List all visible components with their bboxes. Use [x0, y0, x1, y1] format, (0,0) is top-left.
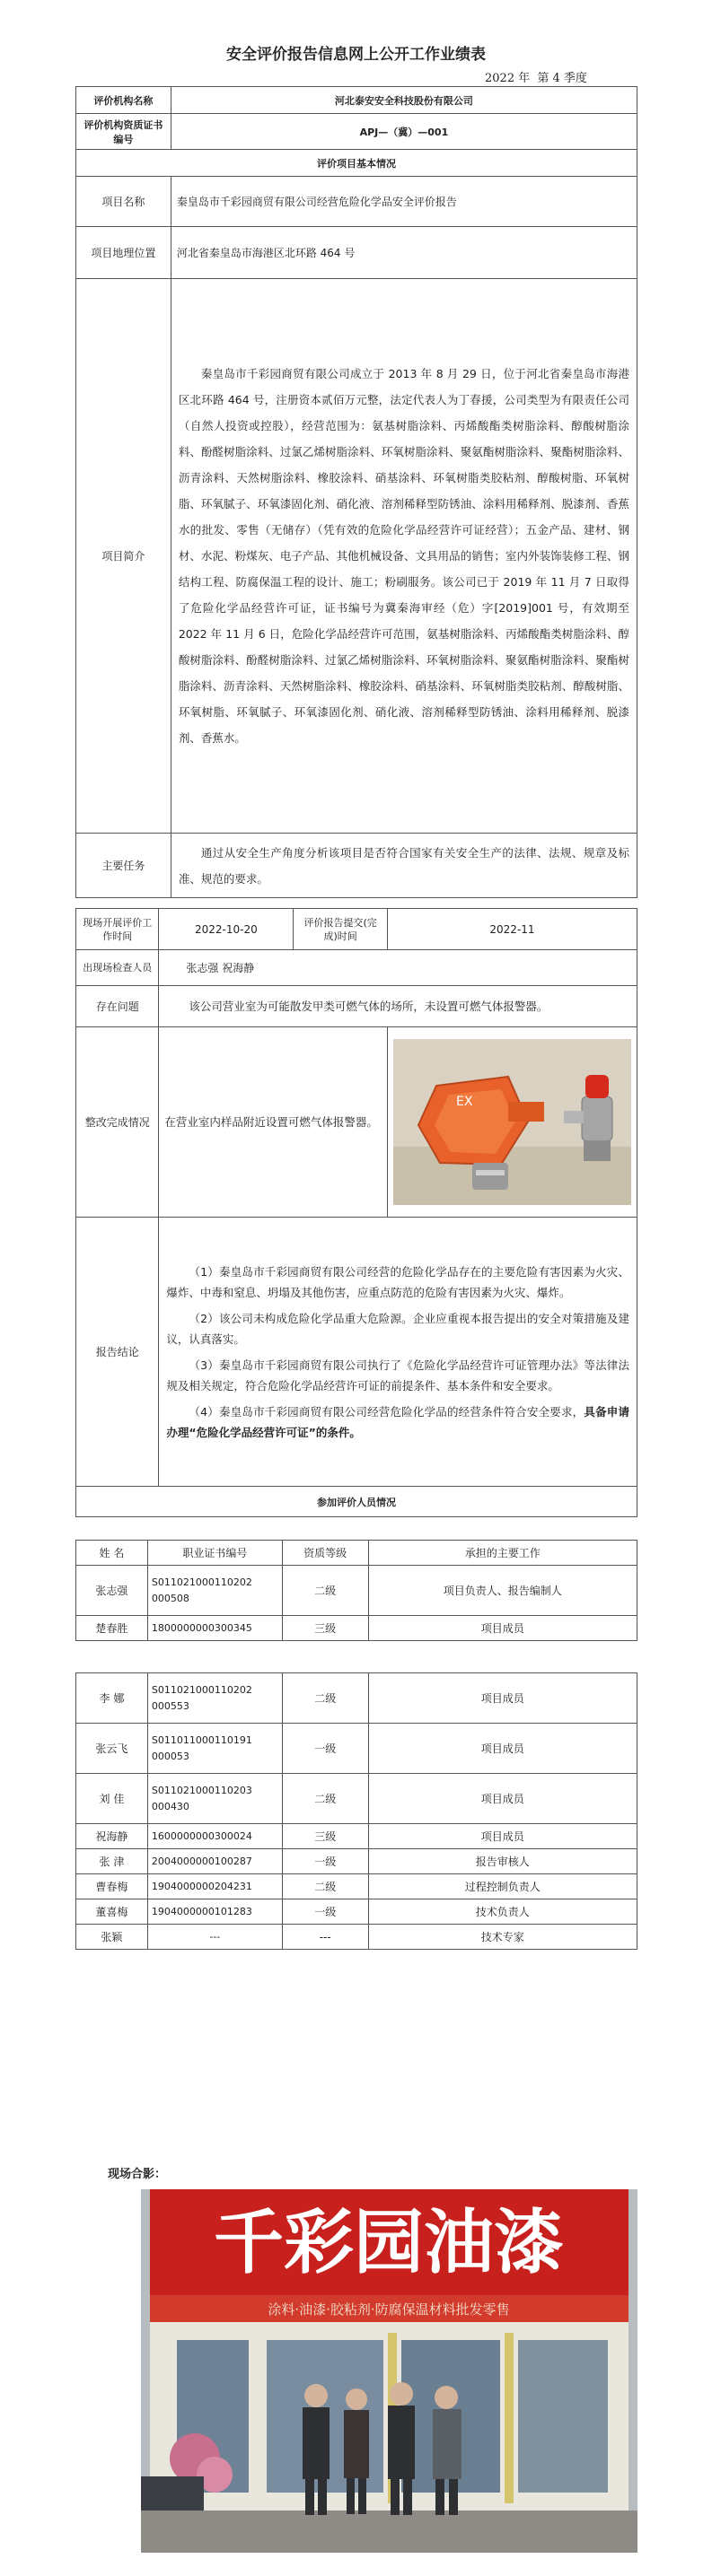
staff-work: 项目成员 — [368, 1673, 637, 1724]
sign-text: 千彩园油漆 — [213, 2203, 565, 2283]
basic-section-title: 评价项目基本情况 — [76, 150, 637, 177]
staff-level: 二级 — [282, 1673, 368, 1724]
storefront-illustration — [141, 2189, 637, 2553]
conclusion-label: 报告结论 — [76, 1218, 159, 1487]
gas-detector-illustration — [393, 1039, 631, 1205]
staff-name: 刘 佳 — [76, 1774, 148, 1824]
report-quarter: 第 4 季度 — [537, 72, 587, 85]
staff-work: 项目成员 — [368, 1824, 637, 1849]
intro-label: 项目简介 — [76, 279, 171, 834]
conclusion-item-2: （2）该公司未构成危险化学品重大危险源。企业应重视本报告提出的安全对策措施及建议，认真落实。 — [166, 1311, 629, 1346]
staff-cert — [147, 1566, 282, 1616]
staff-cert-line-1: S011021000110203 — [151, 1784, 252, 1796]
inspectors-label: 出现场检查人员 — [76, 950, 159, 986]
staff-cert: 1600000000300024 — [147, 1824, 282, 1849]
staff-cert-line-2: 000430 — [151, 1800, 189, 1812]
conclusion-4-text: （4）秦皇岛市千彩园商贸有限公司经营危险化学品的经营条件符合安全要求， — [189, 1404, 585, 1419]
staff-work: 项目成员 — [368, 1724, 637, 1774]
staff-table-a — [75, 1540, 637, 1641]
start-time-label: 现场开展评价工作时间 — [76, 909, 159, 950]
conclusion-4-bold: 具备申请办理“危险化学品经营许可证”的条件。 — [166, 1404, 629, 1439]
staff-work: 项目负责人、报告编制人 — [368, 1566, 637, 1616]
issues-label: 存在问题 — [76, 986, 159, 1027]
staff-name: 李 娜 — [76, 1673, 148, 1724]
staff-level: 二级 — [282, 1566, 368, 1616]
table-row — [76, 1774, 637, 1824]
sub-sign-text: 涂料·油漆·胶粘剂·防腐保温材料批发零售 — [268, 2301, 510, 2318]
conclusion-item-1: （1）秦皇岛市千彩园商贸有限公司经营的危险化学品存在的主要危险有害因素为火灾、爆炸、中毒和窒息、坍塌及其他伤害，应重点防范的危险有害因素为火灾、爆炸。 — [166, 1264, 629, 1299]
staff-header-level: 资质等级 — [282, 1541, 368, 1566]
staff-cert-line-1: S011021000110202 — [151, 1576, 252, 1588]
report-period — [485, 68, 587, 85]
basic-info-table — [75, 86, 637, 898]
staff-work: 项目成员 — [368, 1616, 637, 1641]
staff-cert-line-2: 000553 — [151, 1699, 189, 1712]
staff-name: 张志强 — [76, 1566, 148, 1616]
table-row — [76, 1874, 637, 1899]
staff-name: 张 津 — [76, 1849, 148, 1874]
staff-level: 一级 — [282, 1899, 368, 1925]
table-row — [76, 1824, 637, 1849]
cert-value: APJ—（冀）—001 — [171, 114, 637, 150]
staff-name: 楚春胜 — [76, 1616, 148, 1641]
staff-level: 二级 — [282, 1874, 368, 1899]
staff-name: 董喜梅 — [76, 1899, 148, 1925]
staff-name: 张颖 — [76, 1925, 148, 1950]
staff-cert — [147, 1673, 282, 1724]
staff-header-cert: 职业证书编号 — [147, 1541, 282, 1566]
submit-time-value: 2022-11 — [387, 909, 637, 950]
staff-cert: --- — [147, 1925, 282, 1950]
rectify-photo-cell — [387, 1027, 637, 1218]
location-value: 河北省秦皇岛市海港区北环路 464 号 — [171, 227, 637, 279]
staff-cert-line-2: 000053 — [151, 1750, 189, 1762]
staff-level: --- — [282, 1925, 368, 1950]
org-value: 河北泰安安全科技股份有限公司 — [171, 87, 637, 114]
staff-work: 报告审核人 — [368, 1849, 637, 1874]
staff-cert-line-1: S011021000110202 — [151, 1683, 252, 1696]
group-photo — [141, 2189, 637, 2553]
issues-value: 该公司营业室为可能散发甲类可燃气体的场所，未设置可燃气体报警器。 — [159, 986, 637, 1027]
staff-cert: 1904000000101283 — [147, 1899, 282, 1925]
location-label: 项目地理位置 — [76, 227, 171, 279]
inspectors-value: 张志强 祝海静 — [159, 950, 637, 986]
staff-cert — [147, 1774, 282, 1824]
org-label: 评价机构名称 — [76, 87, 171, 114]
staff-work: 项目成员 — [368, 1774, 637, 1824]
cert-label: 评价机构资质证书编号 — [76, 114, 171, 150]
start-time-value: 2022-10-20 — [159, 909, 294, 950]
staff-table-b — [75, 1672, 637, 1950]
rectify-label: 整改完成情况 — [76, 1027, 159, 1218]
svg-text:EX: EX — [455, 1095, 473, 1109]
staff-work: 技术专家 — [368, 1925, 637, 1950]
staff-cert-line-2: 000508 — [151, 1592, 189, 1604]
report-title: 安全评价报告信息网上公开工作业绩表 — [226, 46, 486, 64]
staff-name: 曹春梅 — [76, 1874, 148, 1899]
staff-name: 张云飞 — [76, 1724, 148, 1774]
staff-cert-line-1: S011011000110191 — [151, 1733, 252, 1746]
staff-header-name: 姓 名 — [76, 1541, 148, 1566]
staff-level: 三级 — [282, 1824, 368, 1849]
staff-level: 二级 — [282, 1774, 368, 1824]
table-row — [76, 1925, 637, 1950]
site-info-table — [75, 908, 637, 1517]
table-row — [76, 1566, 637, 1616]
task-label: 主要任务 — [76, 834, 171, 898]
staff-work: 过程控制负责人 — [368, 1874, 637, 1899]
staff-level: 一级 — [282, 1724, 368, 1774]
table-row — [76, 1899, 637, 1925]
project-name-label: 项目名称 — [76, 177, 171, 227]
report-year: 2022 — [485, 72, 515, 85]
staff-section-title: 参加评价人员情况 — [76, 1487, 637, 1517]
submit-time-label: 评价报告提交(完成)时间 — [294, 909, 388, 950]
staff-cert: 1800000000300345 — [147, 1616, 282, 1641]
table-row — [76, 1616, 637, 1641]
conclusion-value — [159, 1218, 637, 1487]
table-row — [76, 1673, 637, 1724]
conclusion-item-4 — [166, 1402, 629, 1443]
staff-cert — [147, 1724, 282, 1774]
year-unit: 年 — [518, 72, 531, 85]
gas-detector-photo — [393, 1039, 631, 1205]
table-row — [76, 1849, 637, 1874]
staff-cert: 1904000000204231 — [147, 1874, 282, 1899]
conclusion-item-3: （3）秦皇岛市千彩园商贸有限公司执行了《危险化学品经营许可证管理办法》等法律法规及相关规定，符合危险化学品经营许可证的前提条件、基本条件和安全要求。 — [166, 1358, 629, 1393]
staff-header-work: 承担的主要工作 — [368, 1541, 637, 1566]
intro-value: 秦皇岛市千彩园商贸有限公司成立于 2013 年 8 月 29 日，位于河北省秦皇岛市海港区北环路 464 号，注册资本贰佰万元整，法定代表人为丁春援，公司类型为有限责任公司（自然人投资或控股），经营范围为：氨基树脂涂料、丙烯酸酯类树脂涂料、醇酸树脂涂料、酚醛树脂涂料、过氯乙烯树脂涂料、环氧树脂涂料、聚氨酯树脂涂料、聚酯树脂涂料、沥青涂料、天然树脂涂料、橡胶涂料、硝基涂料、环氧树脂类胶粘剂、醇酸树脂、环氧树脂、环氧腻子、环氧漆固化剂、硝化液、溶剂稀释型防锈油、涂料用稀释剂、脱漆剂、香蕉水的批发、零售（无储存）（凭有效的危险化学品经营许可证经营）；五金产品、建材、钢材、水泥、粉煤灰、电子产品、其他机械设备、文具用品的销售；室内外装饰装修工程、钢结构工程、防腐保温工程的设计、施工；粉刷服务。该公司已于 2019 年 11 月 7 日取得了危险化学品经营许可证，证书编号为冀秦海审经（危）字[2019]001 号，有效期至 2022 年 11 月 6 日，危险化学品经营许可范围，氨基树脂涂料、丙烯酸酯类树脂涂料、醇酸树脂涂料、酚醛树脂涂料、过氯乙烯树脂涂料、环氧树脂涂料、聚氨酯树脂涂料、聚酯树脂涂料、沥青涂料、天然树脂涂料、橡胶涂料、硝基涂料、环氧树脂类胶粘剂、醇酸树脂、环氧树脂、环氧腻子、环氧漆固化剂、硝化液、溶剂稀释型防锈油、涂料用稀释剂、脱漆剂、香蕉水。 — [171, 279, 637, 834]
staff-work: 技术负责人 — [368, 1899, 637, 1925]
staff-level: 三级 — [282, 1616, 368, 1641]
table-row — [76, 1724, 637, 1774]
rectify-value: 在营业室内样品附近设置可燃气体报警器。 — [159, 1027, 388, 1218]
group-photo-label: 现场合影： — [108, 2168, 167, 2181]
staff-name: 祝海静 — [76, 1824, 148, 1849]
project-name-value: 秦皇岛市千彩园商贸有限公司经营危险化学品安全评价报告 — [171, 177, 637, 227]
staff-cert: 2004000000100287 — [147, 1849, 282, 1874]
staff-level: 一级 — [282, 1849, 368, 1874]
task-value: 通过从安全生产角度分析该项目是否符合国家有关安全生产的法律、法规、规章及标准、规范的要求。 — [171, 834, 637, 898]
